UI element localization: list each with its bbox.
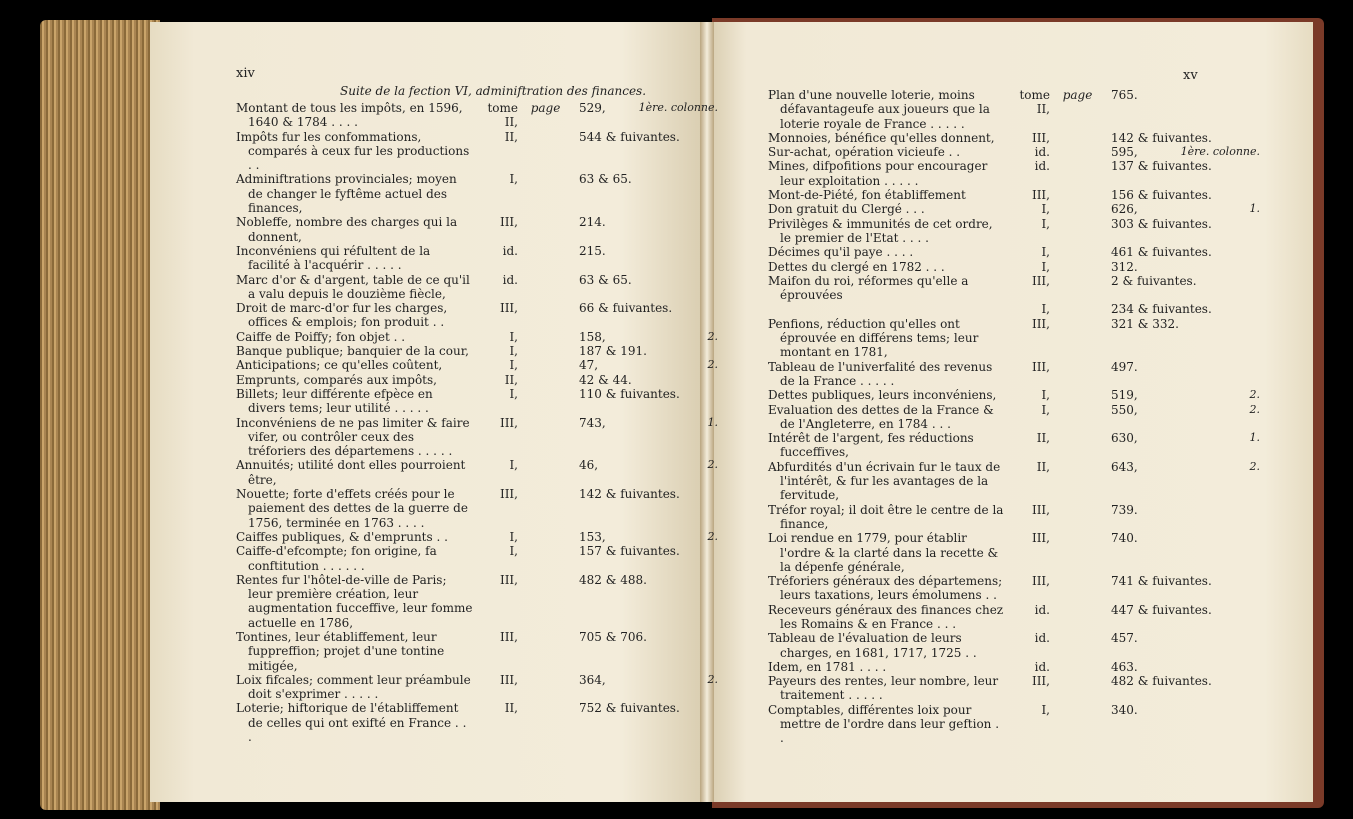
entry-page-label bbox=[518, 458, 573, 487]
entry-tome: I, bbox=[509, 358, 518, 373]
entry-text: Inconvéniens de ne pas limiter & faire vifer, ou contrôler ceux des tréforiers des départemens . . . . . bbox=[236, 415, 470, 459]
entry-text: Mont-de-Piété, fon établiffement bbox=[768, 188, 966, 203]
entry-page-label bbox=[518, 701, 573, 744]
entry-text: Caiffe-d'efcompte; fon origine, fa conftitution . . . . . . bbox=[236, 544, 437, 573]
entry-text: Comptables, différentes loix pour mettre de l'ordre dans leur geftion . . bbox=[768, 702, 1000, 746]
entry-text: Abfurdités d'un écrivain fur le taux de l'intérêt, & fur les avantages de la fervitude, bbox=[768, 459, 1001, 503]
entry-page-label bbox=[1050, 431, 1105, 460]
entry-text: Billets; leur différente efpèce en divers tems; leur utilité . . . . . bbox=[236, 386, 433, 416]
index-entry bbox=[768, 603, 1248, 632]
index-entry bbox=[236, 373, 706, 387]
entry-page-label bbox=[1050, 388, 1105, 402]
index-entry bbox=[236, 701, 706, 744]
entry-page-label bbox=[1050, 159, 1105, 188]
entry-tome: id. bbox=[1034, 631, 1050, 646]
entry-page-label bbox=[1050, 360, 1105, 389]
index-entry bbox=[768, 631, 1248, 660]
entry-page: 157 & fuivantes. bbox=[579, 544, 680, 559]
entry-page-label bbox=[518, 344, 573, 358]
entry-page: 497. bbox=[1111, 359, 1138, 374]
entry-text: Nobleffe, nombre des charges qui la donnent, bbox=[236, 215, 458, 244]
entry-page: 364, bbox=[579, 672, 606, 687]
entry-page: 752 & fuivantes. bbox=[579, 701, 680, 716]
entry-text: Loix fifcales; comment leur préambule doit s'exprimer . . . . . bbox=[236, 672, 471, 702]
entry-page-label bbox=[518, 301, 573, 330]
entry-page-label bbox=[1050, 217, 1105, 246]
entry-tome: III, bbox=[1031, 502, 1050, 517]
index-entry bbox=[768, 88, 1248, 131]
index-entry bbox=[768, 388, 1260, 403]
entry-tome: id. bbox=[1034, 602, 1050, 617]
index-entry bbox=[768, 131, 1248, 145]
entry-page: 463. bbox=[1111, 659, 1138, 674]
index-entry bbox=[236, 415, 718, 459]
entry-tome: I, bbox=[509, 172, 518, 187]
entry-page: 519, bbox=[1111, 388, 1138, 403]
entry-page: 156 & fuivantes. bbox=[1111, 188, 1212, 203]
entry-page-label bbox=[1050, 302, 1105, 316]
entry-tome: I, bbox=[1041, 245, 1050, 260]
index-entry bbox=[236, 544, 706, 573]
entry-page-label bbox=[518, 215, 573, 244]
entry-page-label bbox=[518, 244, 573, 273]
index-entry bbox=[236, 273, 706, 302]
entry-tome: tome II, bbox=[1019, 88, 1050, 117]
entry-text: Tréfor royal; il doit être le centre de la finance, bbox=[768, 502, 1004, 531]
entry-tome: id. bbox=[1034, 145, 1050, 160]
entry-tome: II, bbox=[1036, 459, 1050, 474]
index-entry bbox=[236, 329, 718, 344]
index-entry bbox=[236, 215, 706, 244]
entry-column: 1. bbox=[1249, 202, 1260, 216]
entry-text bbox=[768, 302, 1005, 316]
entry-page-label bbox=[1050, 274, 1105, 303]
entry-page-label: page bbox=[1062, 88, 1093, 102]
entry-text: Loterie; hiftorique de l'établiffement de celles qui ont exifté en France . . . bbox=[236, 701, 467, 745]
entry-page-label: page bbox=[530, 101, 561, 115]
entry-page-label bbox=[518, 630, 573, 673]
entry-page-label bbox=[518, 530, 573, 544]
entry-page-label bbox=[518, 273, 573, 302]
entry-text: Droit de marc-d'or fur les charges, offices & emplois; fon produit . . bbox=[236, 301, 448, 330]
entry-column: 2. bbox=[707, 358, 718, 372]
entry-page-label bbox=[1050, 674, 1105, 703]
entry-page: 110 & fuivantes. bbox=[579, 386, 680, 401]
entry-text: Caiffes publiques, & d'emprunts . . bbox=[236, 529, 448, 544]
entry-page: 142 & fuivantes. bbox=[1111, 130, 1212, 145]
entry-page: 215. bbox=[579, 243, 606, 258]
entry-page: 626, bbox=[1111, 202, 1138, 217]
entry-page: 447 & fuivantes. bbox=[1111, 602, 1212, 617]
entry-tome: I, bbox=[1041, 402, 1050, 417]
entry-page: 739. bbox=[1111, 502, 1138, 517]
entry-column: 2. bbox=[707, 458, 718, 472]
entry-page: 461 & fuivantes. bbox=[1111, 245, 1212, 260]
entry-page: 47, bbox=[579, 358, 599, 373]
entry-page: 595, bbox=[1111, 145, 1138, 160]
entry-tome: id. bbox=[1034, 159, 1050, 174]
entry-text: Marc d'or & d'argent, table de ce qu'il a valu depuis le douzième fiècle, bbox=[236, 272, 470, 301]
entry-page: 740. bbox=[1111, 531, 1138, 546]
entry-tome: I, bbox=[509, 386, 518, 401]
index-entry bbox=[768, 202, 1260, 217]
entry-page-label bbox=[518, 387, 573, 416]
entry-page-label bbox=[518, 487, 573, 530]
index-entry bbox=[236, 573, 706, 630]
entry-tome: I, bbox=[1041, 388, 1050, 403]
entry-text: Sur-achat, opération vicieufe . . bbox=[768, 145, 961, 160]
entry-text: Penfions, réduction qu'elles ont éprouvée en différens tems; leur montant en 1781, bbox=[768, 316, 979, 360]
entry-page: 321 & 332. bbox=[1111, 316, 1179, 331]
entry-tome: III, bbox=[499, 629, 518, 644]
entry-tome: III, bbox=[1031, 316, 1050, 331]
entry-tome: III, bbox=[1031, 130, 1050, 145]
entry-page: 42 & 44. bbox=[579, 372, 632, 387]
index-entry bbox=[236, 130, 706, 173]
entry-tome: II, bbox=[504, 129, 518, 144]
index-entry bbox=[236, 672, 718, 702]
entry-tome: tome II, bbox=[487, 101, 518, 130]
entry-text: Tableau de l'univerfalité des revenus de la France . . . . . bbox=[768, 359, 993, 388]
index-entry bbox=[768, 159, 1248, 188]
entry-page: 153, bbox=[579, 529, 606, 544]
entry-page-label bbox=[518, 330, 573, 344]
index-entry bbox=[236, 172, 706, 215]
entry-tome: id. bbox=[502, 272, 518, 287]
entry-tome: III, bbox=[499, 572, 518, 587]
entry-tome: id. bbox=[1034, 659, 1050, 674]
entry-tome: III, bbox=[499, 487, 518, 502]
entry-page: 765. bbox=[1111, 88, 1138, 102]
entry-page: 482 & fuivantes. bbox=[1111, 674, 1212, 689]
entry-text: Mines, difpofitions pour encourager leur exploitation . . . . . bbox=[768, 159, 988, 188]
entry-page: 630, bbox=[1111, 431, 1138, 446]
entry-tome: III, bbox=[1031, 674, 1050, 689]
entry-tome: III, bbox=[499, 215, 518, 230]
index-entry bbox=[236, 487, 706, 530]
index-entry bbox=[768, 459, 1260, 503]
entry-page-label bbox=[1050, 703, 1105, 746]
entry-column: 2. bbox=[1249, 402, 1260, 416]
entry-tome: III, bbox=[499, 672, 518, 687]
entry-text: Evaluation des dettes de la France & de l'Angleterre, en 1784 . . . bbox=[768, 402, 994, 431]
entry-page: 142 & fuivantes. bbox=[579, 487, 680, 502]
entry-tome: I, bbox=[1041, 216, 1050, 231]
index-entry bbox=[768, 674, 1248, 703]
entry-column: 1ère. colonne. bbox=[1180, 145, 1260, 159]
entry-text: Tréforiers généraux des départemens; leurs taxations, leurs émolumens . . bbox=[768, 574, 1003, 603]
entry-page-label bbox=[1050, 145, 1105, 159]
entry-tome: I, bbox=[1041, 202, 1050, 217]
entry-page-label bbox=[1050, 403, 1105, 432]
entry-tome: I, bbox=[509, 544, 518, 559]
entry-text: Payeurs des rentes, leur nombre, leur traitement . . . . . bbox=[768, 674, 999, 703]
index-entry bbox=[768, 703, 1248, 746]
entry-text: Tableau de l'évaluation de leurs charges, en 1681, 1717, 1725 . . bbox=[768, 631, 977, 660]
entry-page: 137 & fuivantes. bbox=[1111, 159, 1212, 174]
entry-page: 529, bbox=[579, 101, 606, 115]
entry-page-label bbox=[1050, 574, 1105, 603]
entry-page-label bbox=[1050, 531, 1105, 574]
index-entry bbox=[768, 145, 1260, 160]
entry-text: Maifon du roi, réformes qu'elle a éprouvées bbox=[768, 273, 969, 303]
index-entry bbox=[236, 358, 718, 373]
entry-page-label bbox=[1050, 460, 1105, 503]
index-entry bbox=[236, 344, 706, 358]
index-entry bbox=[236, 630, 706, 673]
index-entry bbox=[768, 431, 1260, 460]
entry-text: Impôts fur les confommations, comparés à ceux fur les productions . . bbox=[236, 129, 470, 173]
index-entry bbox=[768, 217, 1248, 246]
entry-column: 2. bbox=[1249, 388, 1260, 402]
entry-column: 2. bbox=[1249, 459, 1260, 473]
index-entry bbox=[768, 574, 1248, 603]
entry-tome: III, bbox=[1031, 574, 1050, 589]
entry-page-label bbox=[1050, 603, 1105, 632]
entry-page: 643, bbox=[1111, 459, 1138, 474]
entry-page: 214. bbox=[579, 215, 606, 230]
entry-tome: I, bbox=[1041, 259, 1050, 274]
index-entry bbox=[768, 503, 1248, 532]
entry-page-label bbox=[518, 130, 573, 173]
entry-text: Dettes du clergé en 1782 . . . bbox=[768, 259, 945, 274]
entry-page-label bbox=[518, 416, 573, 459]
entry-text: Anticipations; ce qu'elles coûtent, bbox=[236, 358, 443, 373]
entry-text: Rentes fur l'hôtel-de-ville de Paris; leur première création, leur augmentation fucceffive, leur fomme actuelle en 1786, bbox=[236, 572, 473, 630]
entry-page-label bbox=[518, 172, 573, 215]
entry-page: 63 & 65. bbox=[579, 272, 632, 287]
entry-column: 1. bbox=[1249, 431, 1260, 445]
entry-page-label bbox=[518, 358, 573, 372]
entry-text: Adminiftrations provinciales; moyen de changer le fyftême actuel des finances, bbox=[236, 172, 457, 216]
index-entry bbox=[236, 529, 718, 544]
entry-tome: I, bbox=[1041, 702, 1050, 717]
index-entry bbox=[236, 244, 706, 273]
entry-column: 2. bbox=[707, 672, 718, 686]
entry-tome: III, bbox=[1031, 188, 1050, 203]
entry-text: Banque publique; banquier de la cour, bbox=[236, 344, 469, 359]
entry-page: 550, bbox=[1111, 402, 1138, 417]
entry-text: Montant de tous les impôts, en 1596, 1640 & 1784 . . . . bbox=[236, 101, 463, 130]
entry-column: 1. bbox=[707, 415, 718, 429]
entry-page: 482 & 488. bbox=[579, 572, 647, 587]
index-entry bbox=[768, 402, 1260, 432]
entry-tome: III, bbox=[499, 301, 518, 316]
index-entry bbox=[768, 302, 1248, 316]
left-folio: xiv bbox=[236, 66, 255, 81]
entry-tome: III, bbox=[499, 415, 518, 430]
left-index-entries bbox=[236, 101, 718, 745]
entry-tome: II, bbox=[504, 372, 518, 387]
entry-page: 457. bbox=[1111, 631, 1138, 646]
entry-text: Receveurs généraux des finances chez les Romains & en France . . . bbox=[768, 602, 1004, 631]
entry-text: Intérêt de l'argent, fes réductions fucceffives, bbox=[768, 431, 974, 460]
entry-column: 2. bbox=[707, 329, 718, 343]
entry-page-label bbox=[518, 673, 573, 702]
entry-page-label bbox=[1050, 245, 1105, 259]
entry-page: 187 & 191. bbox=[579, 344, 647, 359]
entry-page: 340. bbox=[1111, 702, 1138, 717]
entry-tome: III, bbox=[1031, 359, 1050, 374]
index-entry bbox=[236, 301, 706, 330]
entry-text: Don gratuit du Clergé . . . bbox=[768, 202, 925, 217]
index-entry bbox=[768, 245, 1248, 259]
entry-text: Inconvéniens qui réfultent de la facilité à l'acquérir . . . . . bbox=[236, 243, 431, 273]
index-entry bbox=[236, 387, 706, 416]
entry-page-label bbox=[1050, 202, 1105, 216]
entry-text: Annuités; utilité dont elles pourroient être, bbox=[236, 458, 466, 487]
entry-column: 1ère. colonne. bbox=[638, 101, 718, 114]
entry-text: Dettes publiques, leurs inconvéniens, bbox=[768, 388, 997, 403]
entry-page-label bbox=[518, 544, 573, 573]
entry-tome: I, bbox=[1041, 302, 1050, 317]
index-entry bbox=[768, 188, 1248, 202]
right-index-entries bbox=[768, 88, 1260, 746]
index-entry bbox=[236, 458, 718, 487]
entry-page: 705 & 706. bbox=[579, 629, 647, 644]
entry-text: Nouette; forte d'effets créés pour le paiement des dettes de la guerre de 1756, terminée en 1763 . . . . bbox=[236, 487, 468, 530]
entry-page-label bbox=[1050, 317, 1105, 360]
index-entry bbox=[768, 317, 1248, 360]
entry-text: Caiffe de Poiffy; fon objet . . bbox=[236, 329, 406, 344]
entry-tome: II, bbox=[504, 701, 518, 716]
entry-page: 312. bbox=[1111, 259, 1138, 274]
index-entry bbox=[768, 660, 1248, 674]
entry-text: Idem, en 1781 . . . . bbox=[768, 659, 887, 674]
index-entry bbox=[768, 274, 1248, 303]
entry-page-label bbox=[1050, 660, 1105, 674]
entry-page-label bbox=[1050, 260, 1105, 274]
entry-text: Emprunts, comparés aux impôts, bbox=[236, 372, 437, 387]
entry-page: 158, bbox=[579, 329, 606, 344]
entry-tome: I, bbox=[509, 458, 518, 473]
left-page-header: Suite de la fection VI, adminiftration des finances. bbox=[340, 84, 647, 98]
entry-tome: id. bbox=[502, 243, 518, 258]
entry-tome: III, bbox=[1031, 273, 1050, 288]
entry-page: 234 & fuivantes. bbox=[1111, 302, 1212, 317]
entry-page: 303 & fuivantes. bbox=[1111, 216, 1212, 231]
entry-column: 2. bbox=[707, 529, 718, 543]
entry-page-label bbox=[518, 373, 573, 387]
entry-text: Privilèges & immunités de cet ordre, le premier de l'Etat . . . . bbox=[768, 216, 993, 245]
right-folio: xv bbox=[1183, 68, 1198, 83]
entry-page-label bbox=[1050, 631, 1105, 660]
index-entry bbox=[768, 260, 1248, 274]
entry-text: Monnoies, bénéfice qu'elles donnent, bbox=[768, 130, 995, 145]
entry-page-label bbox=[1050, 131, 1105, 145]
entry-tome: II, bbox=[1036, 431, 1050, 446]
entry-text: Décimes qu'il paye . . . . bbox=[768, 245, 914, 260]
entry-text: Tontines, leur établiffement, leur fuppreffion; projet d'une tontine mitigée, bbox=[236, 629, 445, 673]
entry-page: 63 & 65. bbox=[579, 172, 632, 187]
index-entry bbox=[768, 531, 1248, 574]
entry-tome: I, bbox=[509, 329, 518, 344]
page-edges bbox=[40, 20, 160, 810]
entry-tome: I, bbox=[509, 344, 518, 359]
entry-text: Plan d'une nouvelle loterie, moins défavantageufe aux joueurs que la loterie royale de France . . . . . bbox=[768, 88, 990, 131]
entry-page-label bbox=[1050, 188, 1105, 202]
entry-text: Loi rendue en 1779, pour établir l'ordre & la clarté dans la recette & la dépenfe générale, bbox=[768, 531, 999, 574]
entry-page: 66 & fuivantes. bbox=[579, 301, 673, 316]
entry-page: 743, bbox=[579, 415, 606, 430]
index-entry bbox=[236, 101, 718, 130]
entry-tome: I, bbox=[509, 529, 518, 544]
entry-page: 741 & fuivantes. bbox=[1111, 574, 1212, 589]
entry-page-label bbox=[518, 573, 573, 630]
entry-tome: III, bbox=[1031, 531, 1050, 546]
entry-page: 46, bbox=[579, 458, 599, 473]
entry-page: 2 & fuivantes. bbox=[1111, 273, 1197, 288]
index-entry bbox=[768, 360, 1248, 389]
entry-page-label bbox=[1050, 503, 1105, 532]
entry-page: 544 & fuivantes. bbox=[579, 129, 680, 144]
